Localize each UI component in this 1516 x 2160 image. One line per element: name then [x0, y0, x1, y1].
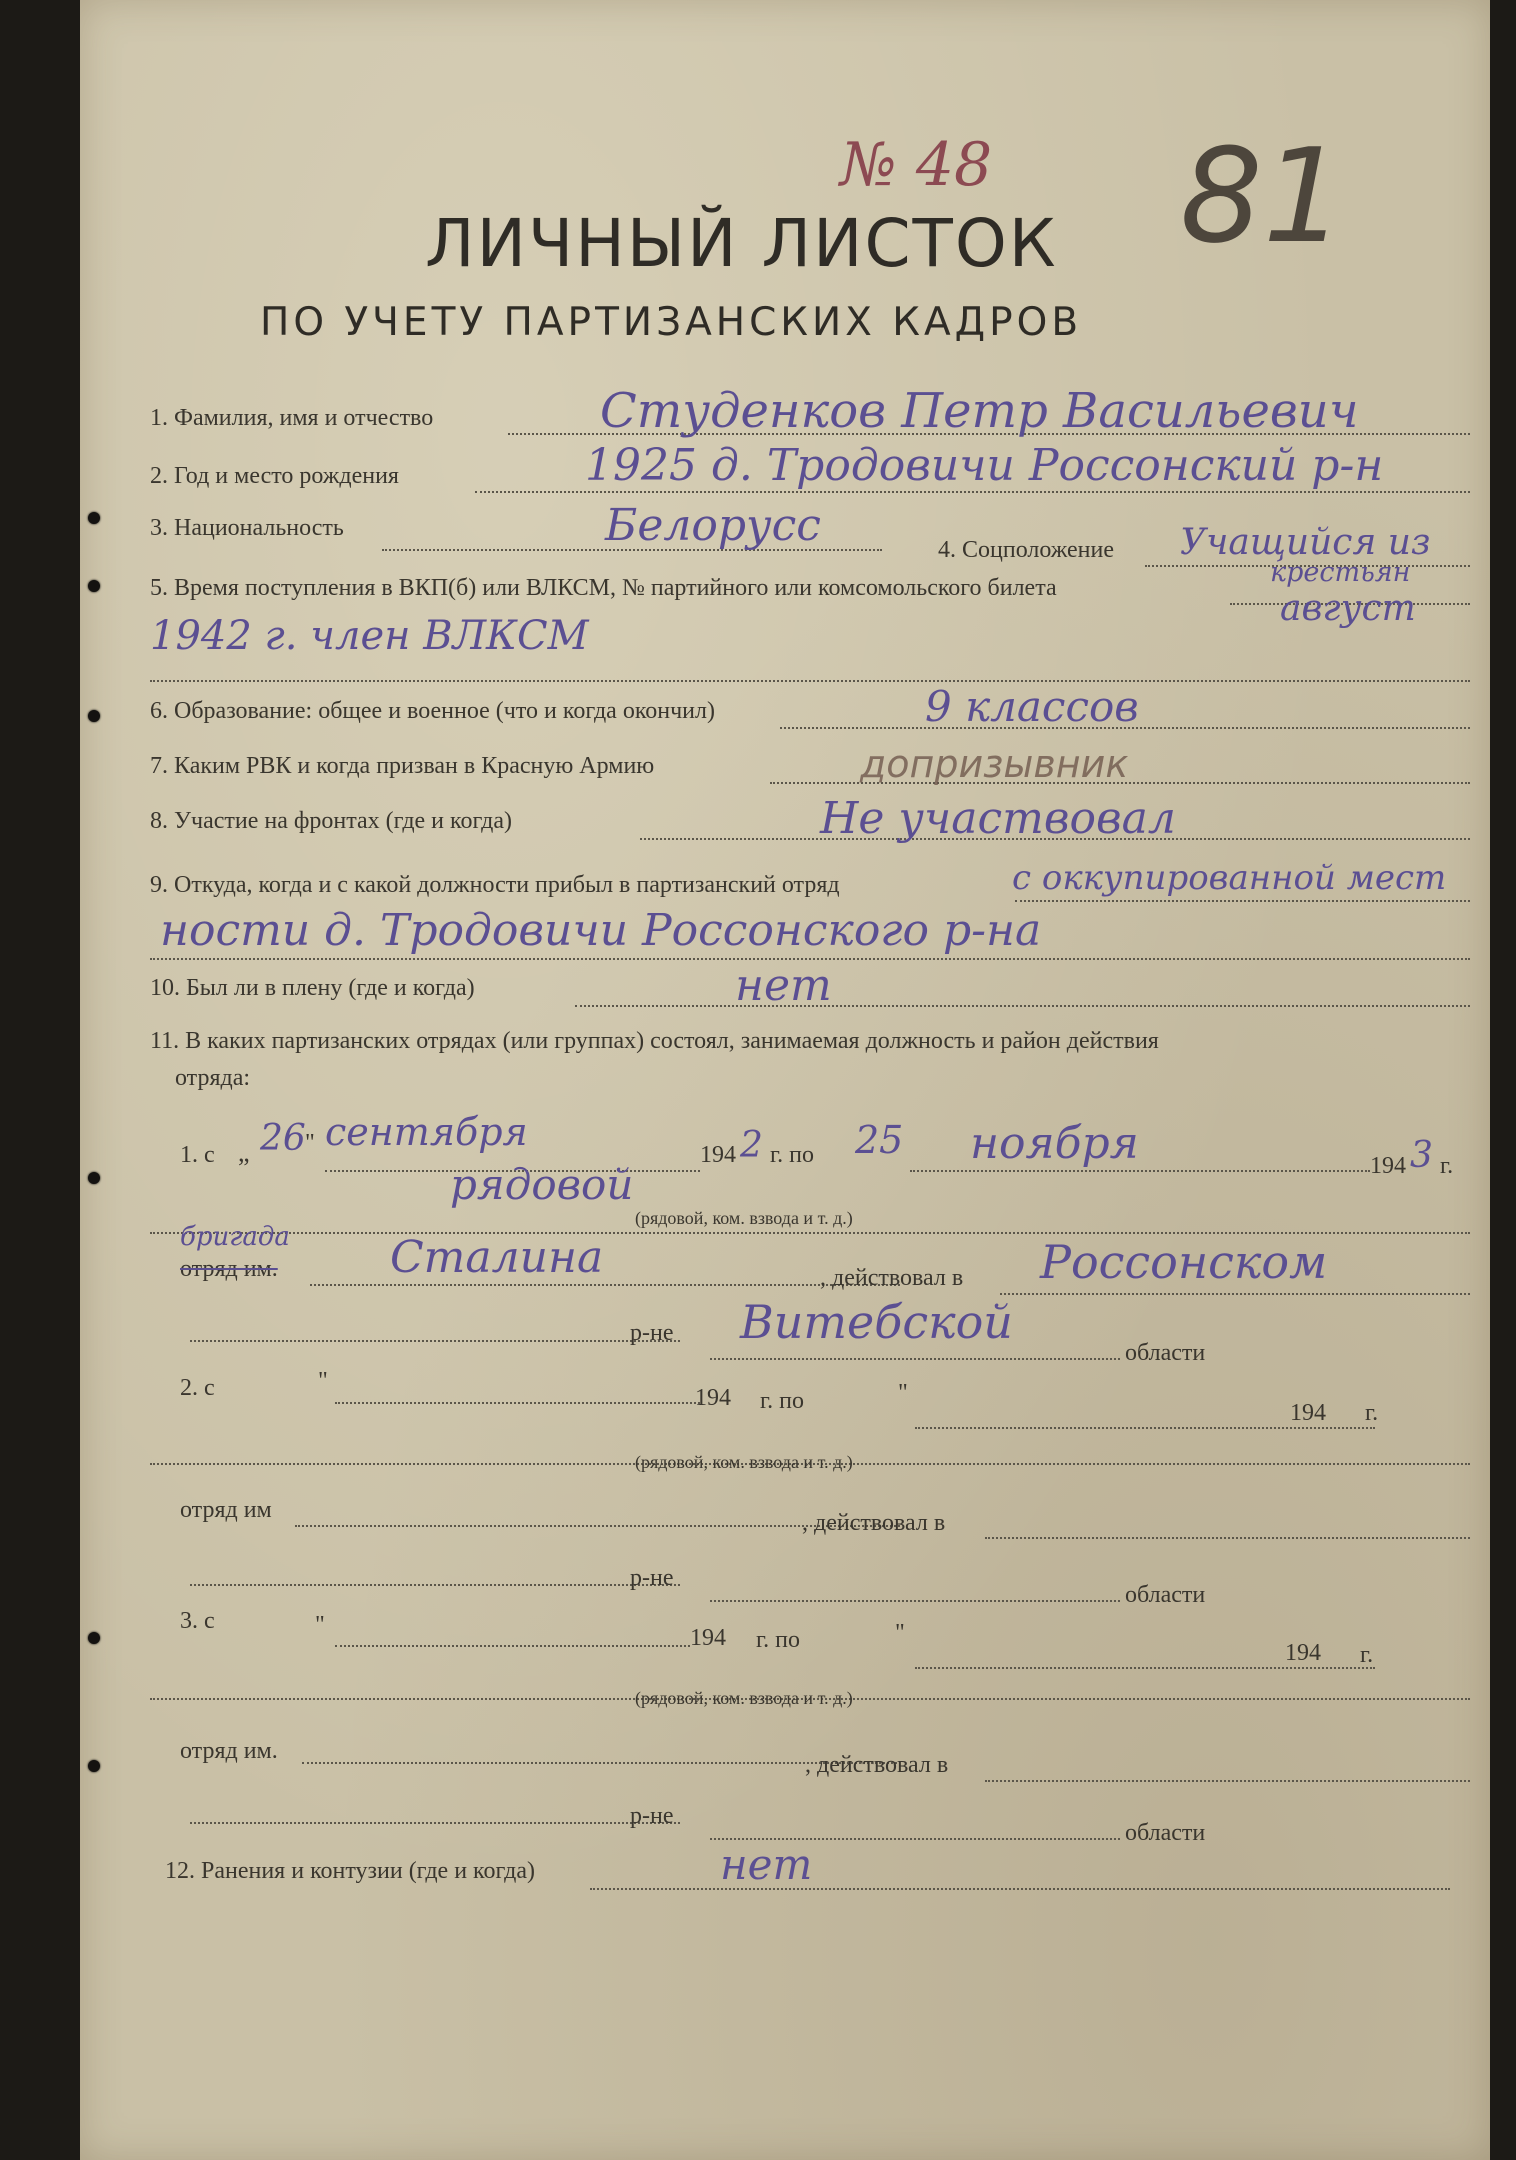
punch-hole [88, 512, 100, 524]
field-12-value: нет [720, 1840, 813, 1889]
period-2-quote-2: " [898, 1380, 908, 1406]
field-5-line-2 [150, 680, 1470, 682]
document-page [80, 0, 1490, 2160]
field-3-value: Белорусс [605, 500, 821, 551]
period-1-to-month: ноября [970, 1118, 1139, 1169]
field-8-value: Не участвовал [820, 793, 1176, 844]
period-3-rne-label: р-не [630, 1803, 674, 1829]
period-3-from-line [335, 1645, 690, 1647]
field-8-label: 8. Участие на фронтах (где и когда) [150, 808, 512, 834]
period-1-to-day: 25 [855, 1118, 904, 1162]
period-2-quote: " [318, 1368, 328, 1394]
period-1-position-caption: (рядовой, ком. взвода и т. д.) [635, 1208, 853, 1228]
pencil-number: 81 [1180, 120, 1346, 272]
period-3-acted-label: , действовал в [805, 1752, 949, 1778]
field-2-value: 1925 д. Тродовичи Россонский р-н [585, 440, 1384, 491]
period-3-to-line [915, 1667, 1375, 1669]
period-3-year-prefix: 194 [690, 1625, 726, 1651]
field-5-value: август [1280, 588, 1416, 629]
field-2-line [475, 491, 1470, 493]
period-3-unit-label: отряд им. [180, 1738, 278, 1764]
period-1-rne-line [190, 1340, 680, 1342]
field-6-value: 9 классов [925, 682, 1139, 731]
period-2-from-line [335, 1402, 700, 1404]
page-title: ЛИЧНЫЙ ЛИСТОК [425, 205, 1058, 282]
period-3-to-year-prefix: 194 [1285, 1640, 1321, 1666]
period-1-to-year-prefix: 194 [1370, 1153, 1406, 1179]
period-1-unit-label-text: отряд им. [180, 1256, 278, 1282]
page-subtitle: ПО УЧЕТУ ПАРТИЗАНСКИХ КАДРОВ [260, 300, 1083, 345]
field-9-line [1015, 900, 1470, 902]
period-1-unit-handwritten: бригада [180, 1222, 290, 1252]
period-3-g-po: г. по [756, 1627, 800, 1653]
period-1-rne-label: р-не [630, 1320, 674, 1346]
period-1-quote-close: " [305, 1130, 315, 1156]
punch-hole [88, 710, 100, 722]
period-1-acted-label: , действовал в [820, 1265, 964, 1291]
field-4-value: Учащийся из [1180, 522, 1431, 563]
field-9-value: с оккупированной мест [1012, 858, 1447, 898]
period-1-oblasti-label: области [1125, 1340, 1206, 1366]
period-1-to-line [910, 1170, 1370, 1172]
period-1-from-year-prefix: 194 [700, 1142, 736, 1168]
period-2-oblasti-label: области [1125, 1582, 1206, 1608]
field-1-label: 1. Фамилия, имя и отчество [150, 405, 434, 431]
field-10-line [575, 1005, 1470, 1007]
field-12-label: 12. Ранения и контузии (где и когда) [165, 1858, 535, 1884]
field-6-label: 6. Образование: общее и военное (что и когда окончил) [150, 698, 715, 724]
period-2-year-prefix: 194 [695, 1385, 731, 1411]
period-3-position-caption: (рядовой, ком. взвода и т. д.) [635, 1688, 853, 1708]
period-1-district-line [1000, 1293, 1470, 1295]
period-2-number: 2. с [180, 1375, 215, 1401]
field-7-label: 7. Каким РВК и когда призван в Красную Армию [150, 753, 655, 779]
period-1-position: рядовой [450, 1160, 634, 1209]
period-1-position-line [150, 1232, 1470, 1234]
period-2-acted-label: , действовал в [802, 1510, 946, 1536]
period-1-g: г. [1440, 1153, 1454, 1179]
period-3-quote: " [315, 1612, 325, 1638]
field-4-label: 4. Соцположение [938, 537, 1115, 563]
period-1-g-po: г. по [770, 1142, 814, 1168]
period-2-rne-label: р-не [630, 1565, 674, 1591]
period-1-region-line [710, 1358, 1120, 1360]
punch-hole [88, 1760, 100, 1772]
period-1-region: Витебской [740, 1295, 1013, 1349]
period-1-number: 1. с [180, 1142, 215, 1168]
period-3-g: г. [1360, 1642, 1374, 1668]
period-3-district-line [985, 1780, 1470, 1782]
period-2-g-po: г. по [760, 1388, 804, 1414]
period-2-g: г. [1365, 1400, 1379, 1426]
period-1-from-day: 26 [260, 1118, 306, 1159]
punch-hole [88, 1632, 100, 1644]
period-1-quote: „ [238, 1138, 250, 1167]
period-3-oblasti-label: области [1125, 1820, 1206, 1846]
period-3-quote-2: " [895, 1620, 905, 1646]
punch-hole [88, 1172, 100, 1184]
field-9-label: 9. Откуда, когда и с какой должности прибыл в партизанский отряд [150, 872, 840, 898]
field-11-label: 11. В каких партизанских отрядах (или группах) состоял, занимаемая должность и район действия [150, 1028, 1159, 1054]
field-11-label-line2: отряда: [175, 1065, 251, 1091]
field-5-value-line2: 1942 г. член ВЛКСМ [150, 613, 589, 659]
period-1-unit-line [310, 1284, 900, 1286]
field-10-label: 10. Был ли в плену (где и когда) [150, 975, 475, 1001]
period-2-to-year-prefix: 194 [1290, 1400, 1326, 1426]
period-1-unit-name: Сталина [390, 1232, 604, 1283]
field-9-value-line2: ности д. Тродовичи Россонского р-на [160, 905, 1042, 956]
field-3-label: 3. Национальность [150, 515, 344, 541]
period-3-number: 3. с [180, 1608, 215, 1634]
period-2-to-line [915, 1427, 1375, 1429]
period-1-unit-label [180, 1256, 278, 1283]
period-2-district-line [985, 1537, 1470, 1539]
field-2-label: 2. Год и место рождения [150, 463, 399, 489]
document-number: № 48 [840, 130, 993, 200]
period-2-region-line [710, 1600, 1120, 1602]
period-2-position-caption: (рядовой, ком. взвода и т. д.) [635, 1452, 853, 1472]
period-2-unit-label: отряд им [180, 1497, 272, 1523]
period-3-rne-line [190, 1822, 680, 1824]
punch-hole [88, 580, 100, 592]
field-10-value: нет [735, 960, 832, 1011]
period-1-district: Россонском [1040, 1235, 1328, 1289]
field-7-value: допризывник [860, 742, 1129, 786]
field-1-value: Студенков Петр Васильевич [600, 383, 1359, 439]
field-5-label: 5. Время поступления в ВКП(б) или ВЛКСМ, № партийного или комсомольского билета [150, 575, 1057, 601]
period-1-to-year-digit: 3 [1410, 1135, 1433, 1176]
period-1-from-month: сентября [325, 1110, 528, 1154]
field-4-value-line2: крестьян [1270, 557, 1411, 588]
period-2-rne-line [190, 1584, 680, 1586]
period-1-from-year-digit: 2 [740, 1125, 763, 1166]
field-12-line [590, 1888, 1450, 1890]
